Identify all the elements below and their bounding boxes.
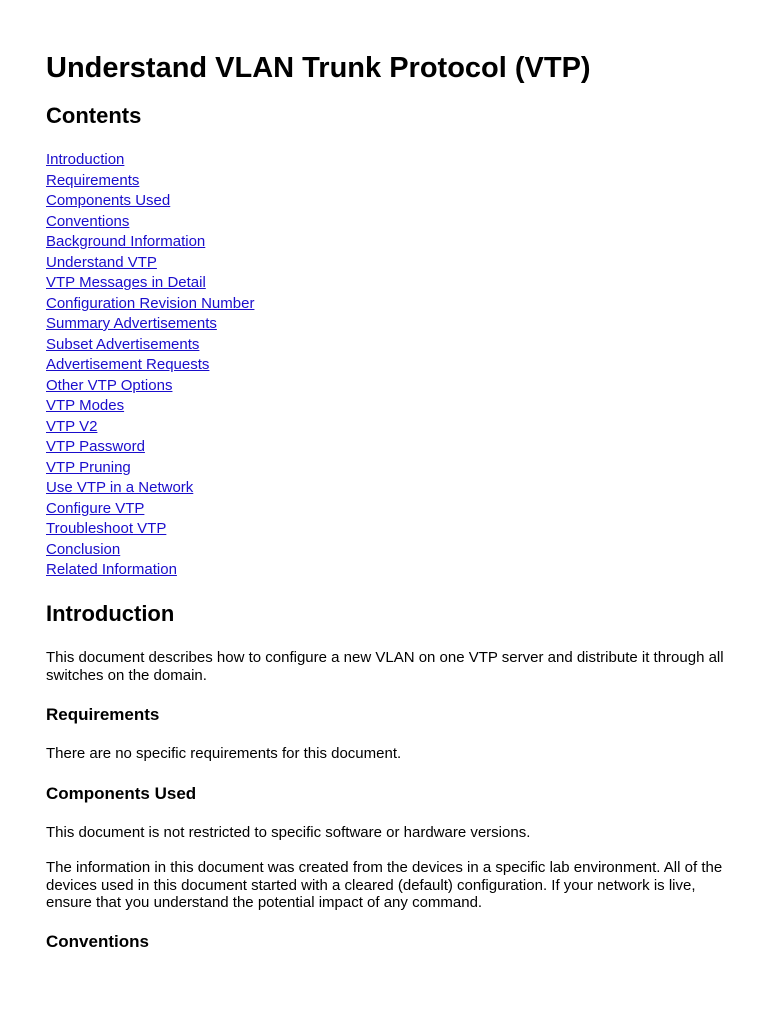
toc-item [46,253,254,274]
toc-item [46,191,254,212]
toc-link-requirements[interactable]: Requirements [46,171,140,189]
toc-link-other-vtp-options[interactable]: Other VTP Options [46,376,173,394]
toc-item [46,294,254,315]
toc-item [46,540,254,561]
toc-link-background-information[interactable]: Background Information [46,233,206,250]
toc-link-introduction[interactable]: Introduction [46,151,125,168]
toc-item [46,376,254,397]
toc-link-configure-vtp[interactable]: Configure VTP [46,499,145,517]
toc-link-conventions[interactable]: Conventions [46,212,130,230]
toc-item [46,417,254,438]
toc-item [46,437,254,458]
toc-item [46,232,254,253]
components-used-text-2: The information in this document was created from the devices in a specific lab environment. All of the devices used in this document started with a cleared (default) configuration. If your network is live, ensure that you understand the potential impact of any command. [46,859,723,912]
introduction-heading: Introduction [46,601,175,626]
components-used-text-1: This document is not restricted to specific software or hardware versions. [46,824,531,841]
toc-link-components-used[interactable]: Components Used [46,192,171,209]
toc-item [46,355,254,376]
toc-link-related-information[interactable]: Related Information [46,561,177,578]
toc-link-subset-advertisements[interactable]: Subset Advertisements [46,335,200,353]
toc-item [46,314,254,335]
toc-link-vtp-password[interactable]: VTP Password [46,438,145,455]
contents-heading: Contents [46,103,142,128]
page-title: Understand VLAN Trunk Protocol (VTP) [46,52,591,84]
toc-item [46,396,254,417]
toc-link-troubleshoot-vtp[interactable]: Troubleshoot VTP [46,520,167,537]
toc-link-conclusion[interactable]: Conclusion [46,540,121,558]
toc-link-configuration-revision-number[interactable]: Configuration Revision Number [46,294,255,312]
toc-item [46,519,254,540]
toc-link-vtp-messages-in-detail[interactable]: VTP Messages in Detail [46,274,206,291]
toc-item [46,458,254,479]
requirements-text: There are no specific requirements for this document. [46,745,402,762]
toc-link-vtp-modes[interactable]: VTP Modes [46,397,125,414]
toc-item [46,478,254,499]
toc-item [46,273,254,294]
table-of-contents [46,150,254,581]
toc-item [46,212,254,233]
toc-link-advertisement-requests[interactable]: Advertisement Requests [46,356,210,373]
toc-link-vtp-v2[interactable]: VTP V2 [46,417,98,435]
toc-item [46,499,254,520]
conventions-heading: Conventions [46,932,149,951]
requirements-heading: Requirements [46,705,160,724]
toc-link-summary-advertisements[interactable]: Summary Advertisements [46,315,217,332]
components-used-heading: Components Used [46,784,197,803]
toc-item [46,171,254,192]
toc-link-use-vtp-in-a-network[interactable]: Use VTP in a Network [46,479,194,496]
toc-item [46,560,254,581]
toc-link-vtp-pruning[interactable]: VTP Pruning [46,458,131,476]
introduction-text: This document describes how to configure a new VLAN on one VTP server and distribute it through all switches on the domain. [46,649,724,684]
toc-link-understand-vtp[interactable]: Understand VTP [46,253,157,271]
toc-item [46,150,254,171]
toc-item [46,335,254,356]
